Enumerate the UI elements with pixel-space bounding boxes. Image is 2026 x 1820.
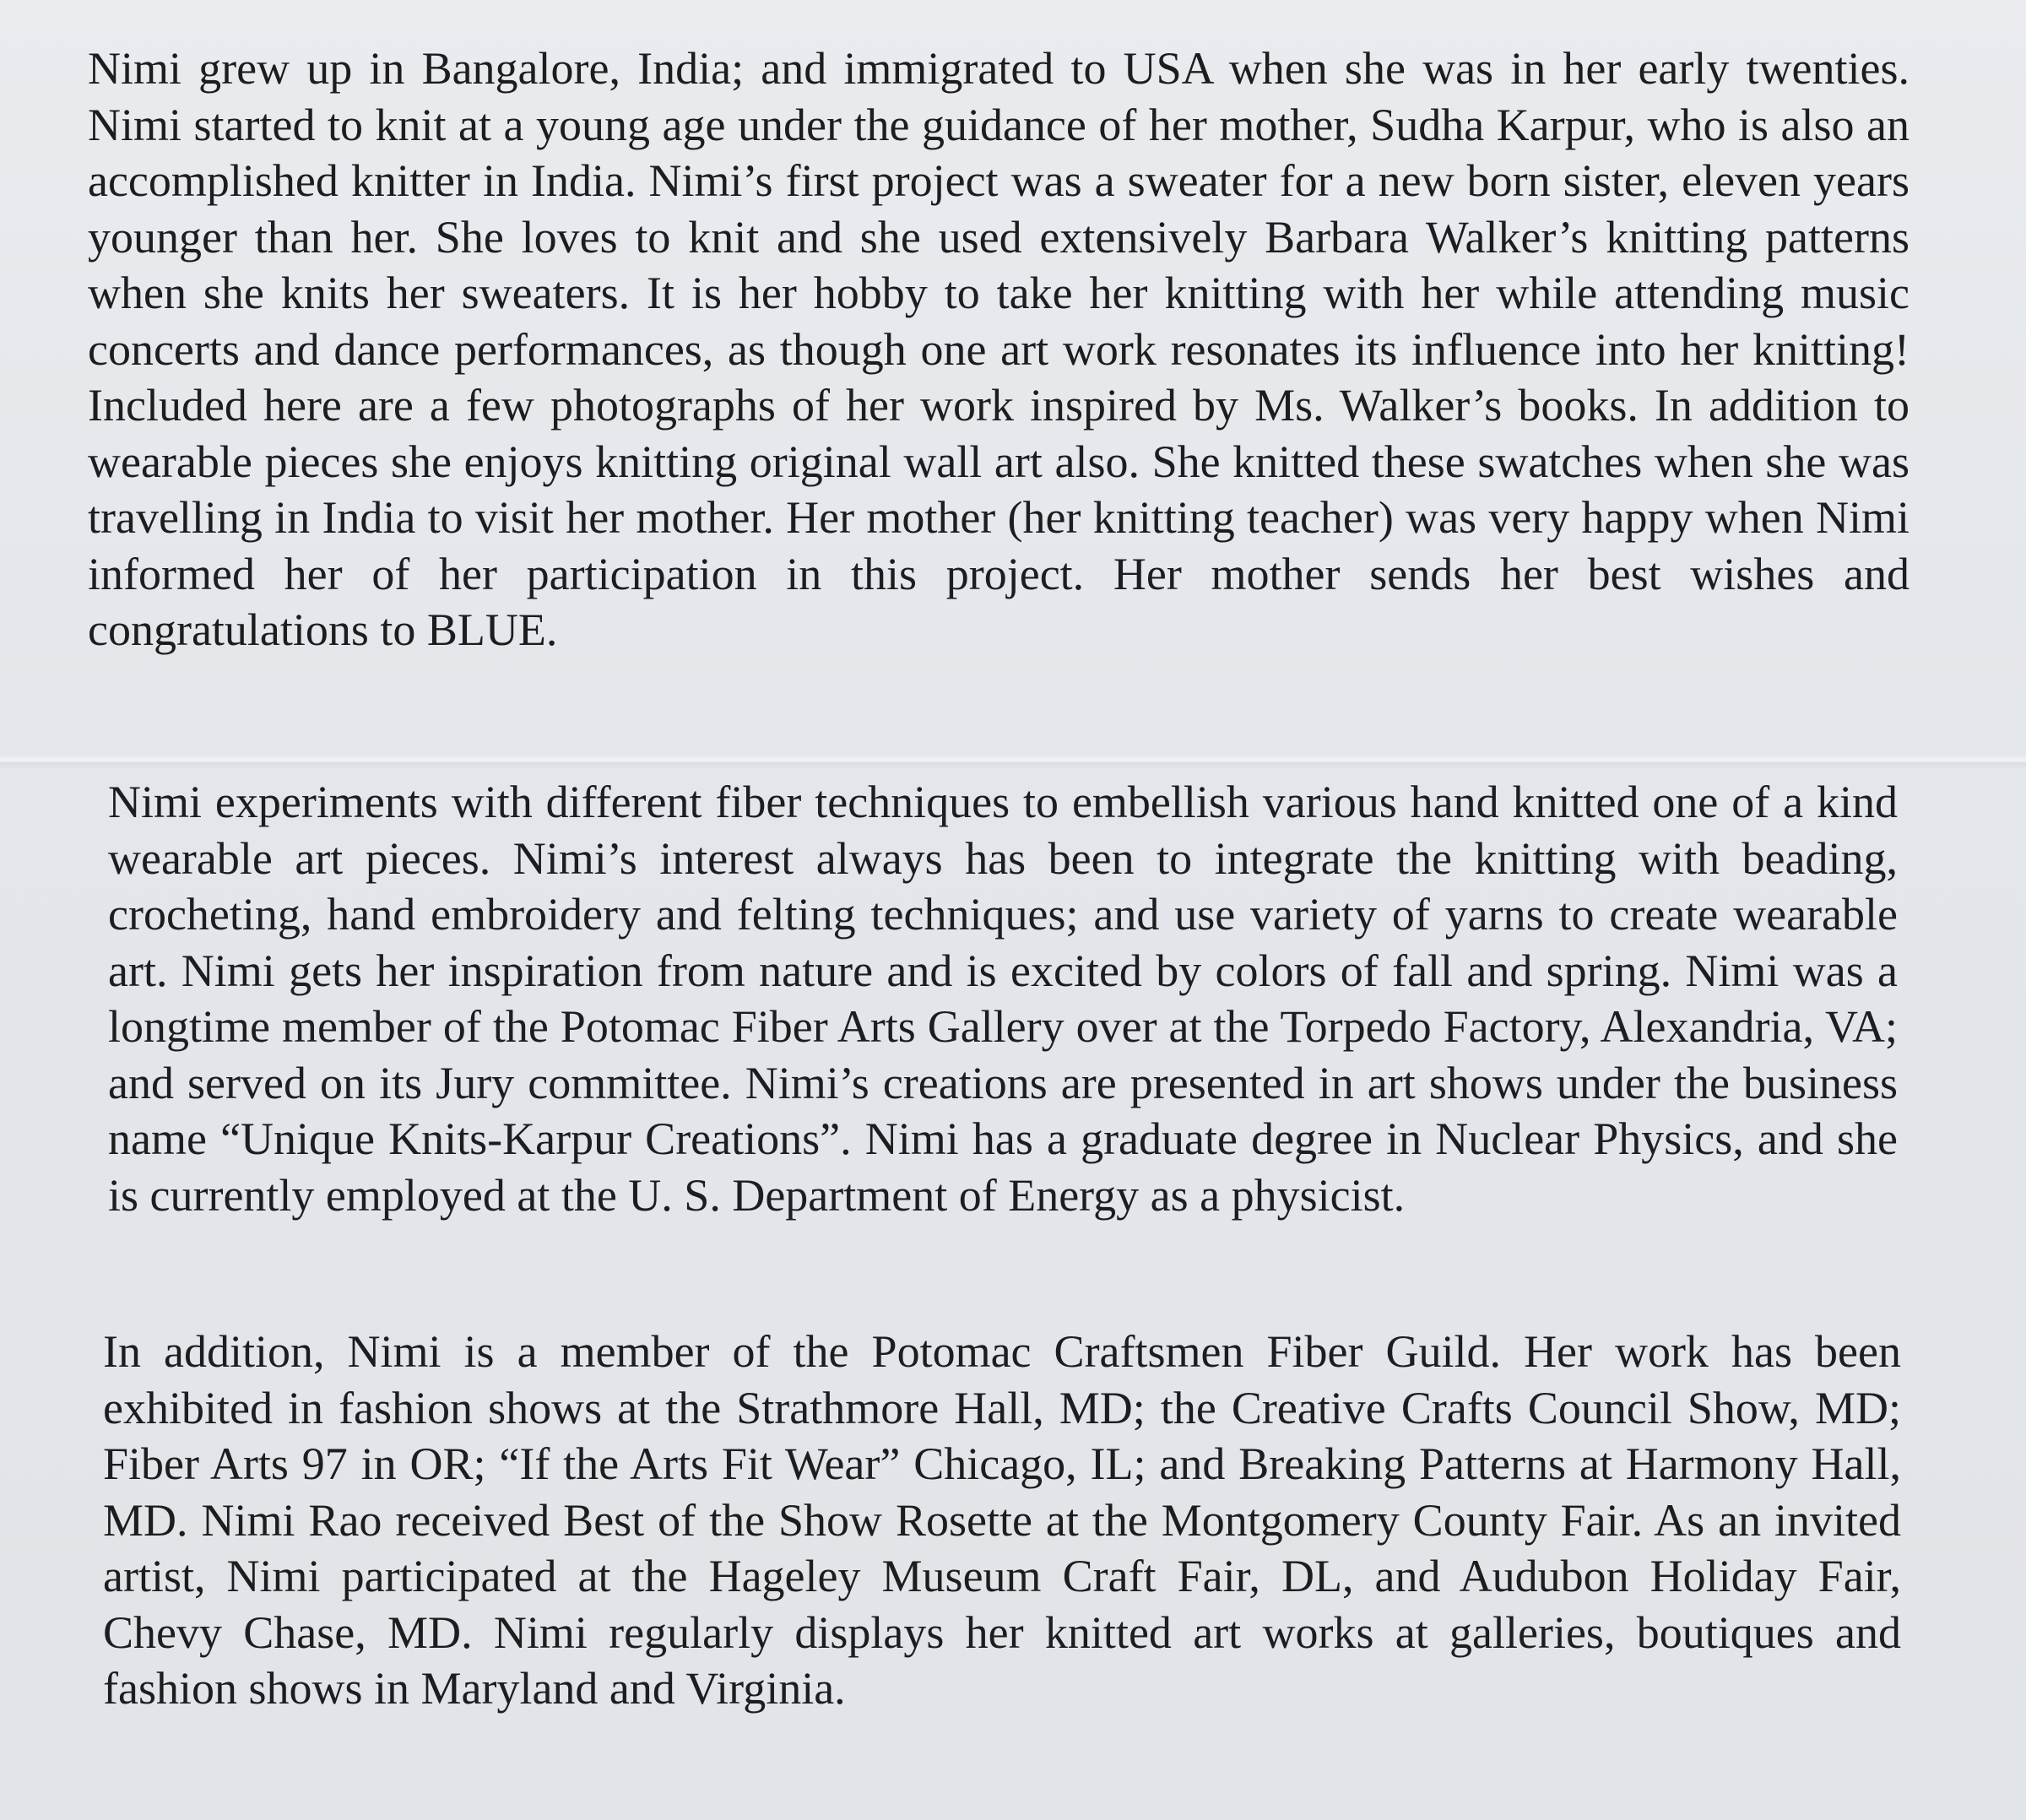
paragraph-early-life: Nimi grew up in Bangalore, India; and immigrated to USA when she was in her early twenties. Nimi started to knit at a young age under the guidance of her mother, Sudha Karpur, who is also an accomplished knitter in India. Nimi’s first project was a sweater for a new born sister, eleven years younger than her. She loves to knit and she used extensively Barbara Walker’s knitting patterns when she knits her sweaters. It is her hobby to take her knitting with her while attending music concerts and dance performances, as though one art work resonates its influence into her knitting! Included here are a few photographs of her work inspired by Ms. Walker’s books. In addition to wearable pieces she enjoys knitting original wall art also. She knitted these swatches when she was travelling in India to visit her mother. Her mother (her knitting teacher) was very happy when Nimi informed her of her participation in this project. Her mother sends her best wishes and congratulations to BLUE. <box>88 43 1910 655</box>
paragraph-fiber-techniques: Nimi experiments with different fiber techniques to embellish various hand knitted one of a kind wearable art pieces. Nimi’s interest always has been to integrate the knitting with beading, crocheting, hand embroidery and felting techniques; and use variety of yarns to create wearable art. Nimi gets her inspiration from nature and is excited by colors of fall and spring. Nimi was a longtime member of the Potomac Fiber Arts Gallery over at the Torpedo Factory, Alexandria, VA; and served on its Jury committee. Nimi’s creations are presented in art shows under the business name “Unique Knits-Karpur Creations”. Nimi has a graduate degree in Nuclear Physics, and she is currently employed at the U. S. Department of Energy as a physicist. <box>108 777 1898 1221</box>
paragraph-exhibitions: In addition, Nimi is a member of the Potomac Craftsmen Fiber Guild. Her work has been exhibited in fashion shows at the Strathmore Hall, MD; the Creative Crafts Council Show, MD; Fiber Arts 97 in OR; “If the Arts Fit Wear” Chicago, IL; and Breaking Patterns at Harmony Hall, MD. Nimi Rao received Best of the Show Rosette at the Montgomery County Fair. As an invited artist, Nimi participated at the Hageley Museum Craft Fair, DL, and Audubon Holiday Fair, Chevy Chase, MD. Nimi regularly displays her knitted art works at galleries, boutiques and fashion shows in Maryland and Virginia. <box>103 1326 1901 1714</box>
paper-fold-crease <box>0 754 2026 769</box>
